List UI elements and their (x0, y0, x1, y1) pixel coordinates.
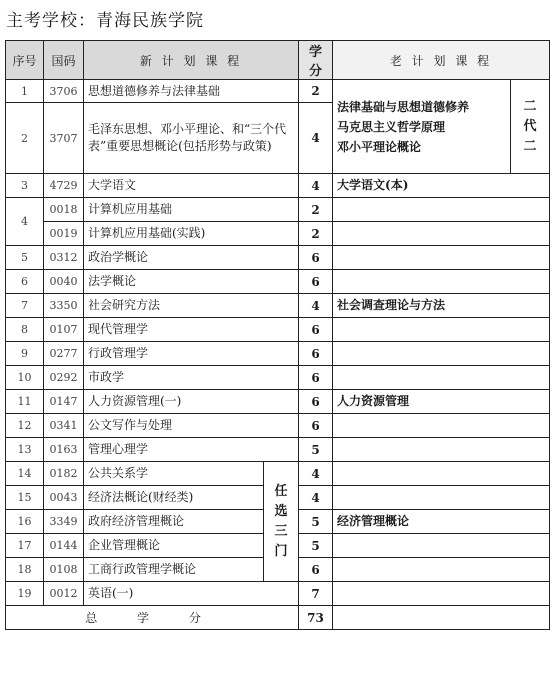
credit-cell: 5 (299, 534, 333, 558)
seq-cell: 15 (6, 486, 44, 510)
course-name-cell: 计算机应用基础(实践) (84, 222, 299, 246)
credit-cell: 5 (299, 510, 333, 534)
credit-cell: 5 (299, 438, 333, 462)
credit-cell: 2 (299, 198, 333, 222)
course-name-cell: 公共关系学 (84, 462, 264, 486)
page-caption: 主考学校：青海民族学院 (6, 11, 204, 31)
table-row (6, 390, 550, 414)
elective-note: 任选三门 (274, 483, 288, 559)
old-course-cell (333, 558, 550, 582)
seq-cell: 10 (6, 366, 44, 390)
header-old-plan: 老 计 划 课 程 (333, 41, 550, 80)
total-row (6, 606, 550, 630)
credit-cell: 6 (299, 342, 333, 366)
course-name-cell: 现代管理学 (84, 318, 299, 342)
credit-cell: 6 (299, 414, 333, 438)
old-side-note-cell (511, 80, 550, 174)
old-course-cell (333, 462, 550, 486)
course-name-cell: 行政管理学 (84, 342, 299, 366)
seq-cell: 16 (6, 510, 44, 534)
code-cell: 0107 (44, 318, 84, 342)
seq-cell: 3 (6, 174, 44, 198)
old-course-cell (333, 438, 550, 462)
old-course-cell (333, 534, 550, 558)
table-row (6, 462, 550, 486)
course-name-cell: 人力资源管理(一) (84, 390, 299, 414)
course-name-cell: 计算机应用基础 (84, 198, 299, 222)
credit-cell: 6 (299, 366, 333, 390)
code-cell: 0108 (44, 558, 84, 582)
seq-cell: 7 (6, 294, 44, 318)
old-course-cell (333, 198, 550, 222)
course-name-cell: 法学概论 (84, 270, 299, 294)
table-row (6, 342, 550, 366)
old-course-cell: 社会调查理论与方法 (333, 294, 550, 318)
seq-cell: 5 (6, 246, 44, 270)
code-cell: 0312 (44, 246, 84, 270)
credit-cell: 4 (299, 174, 333, 198)
credit-cell: 4 (299, 486, 333, 510)
code-cell: 3706 (44, 80, 84, 103)
table-row (6, 174, 550, 198)
header-credit: 学分 (299, 41, 333, 80)
code-cell: 0292 (44, 366, 84, 390)
old-course-cell: 人力资源管理 (333, 390, 550, 414)
old-course-cell (333, 342, 550, 366)
table-row (6, 80, 550, 103)
seq-cell: 11 (6, 390, 44, 414)
seq-cell: 6 (6, 270, 44, 294)
total-credit: 73 (299, 606, 333, 630)
table-row (6, 414, 550, 438)
old-course-cell: 大学语文(本) (333, 174, 550, 198)
seq-cell: 2 (6, 103, 44, 174)
code-cell: 3707 (44, 103, 84, 174)
old-course-cell (333, 366, 550, 390)
header-seq: 序号 (6, 41, 44, 80)
code-cell: 4729 (44, 174, 84, 198)
elective-note-cell (264, 462, 299, 582)
course-name-cell: 大学语文 (84, 174, 299, 198)
table-header-row (6, 41, 550, 80)
seq-cell: 17 (6, 534, 44, 558)
credit-cell: 6 (299, 246, 333, 270)
old-course-cell (333, 486, 550, 510)
header-new-plan: 新 计 划 课 程 (84, 41, 299, 80)
seq-cell: 4 (6, 198, 44, 246)
course-name-cell: 社会研究方法 (84, 294, 299, 318)
seq-cell: 14 (6, 462, 44, 486)
code-cell: 3349 (44, 510, 84, 534)
old-course-cell (333, 246, 550, 270)
credit-cell: 4 (299, 103, 333, 174)
old-course-cell: 经济管理概论 (333, 510, 550, 534)
old-course-line: 马克思主义哲学原理 (337, 119, 446, 134)
code-cell: 3350 (44, 294, 84, 318)
old-course-cell (333, 414, 550, 438)
course-name-cell: 企业管理概论 (84, 534, 264, 558)
credit-cell: 2 (299, 222, 333, 246)
course-table (5, 40, 550, 630)
seq-cell: 12 (6, 414, 44, 438)
table-row (6, 198, 550, 222)
course-name-cell: 公文写作与处理 (84, 414, 299, 438)
code-cell: 0147 (44, 390, 84, 414)
old-side-note: 二代二 (523, 98, 537, 154)
credit-cell: 2 (299, 80, 333, 103)
seq-cell: 9 (6, 342, 44, 366)
old-course-cell (333, 318, 550, 342)
table-row (6, 294, 550, 318)
total-old-cell (333, 606, 550, 630)
seq-cell: 13 (6, 438, 44, 462)
table-row (6, 366, 550, 390)
course-name-cell: 英语(一) (84, 582, 299, 606)
credit-cell: 4 (299, 294, 333, 318)
table-row (6, 222, 550, 246)
credit-cell: 6 (299, 558, 333, 582)
course-name-cell: 政府经济管理概论 (84, 510, 264, 534)
course-name-cell: 市政学 (84, 366, 299, 390)
course-name-cell: 管理心理学 (84, 438, 299, 462)
credit-cell: 7 (299, 582, 333, 606)
code-cell: 0012 (44, 582, 84, 606)
code-cell: 0040 (44, 270, 84, 294)
total-label: 总 学 分 (6, 606, 299, 630)
credit-cell: 6 (299, 270, 333, 294)
table-row (6, 270, 550, 294)
old-course-cell (333, 222, 550, 246)
course-name-cell: 经济法概论(财经类) (84, 486, 264, 510)
table-row (6, 318, 550, 342)
table-row (6, 582, 550, 606)
old-course-line: 法律基础与思想道德修养 (337, 99, 470, 114)
code-cell: 0018 (44, 198, 84, 222)
code-cell: 0019 (44, 222, 84, 246)
code-cell: 0144 (44, 534, 84, 558)
code-cell: 0182 (44, 462, 84, 486)
code-cell: 0277 (44, 342, 84, 366)
credit-cell: 6 (299, 390, 333, 414)
course-name-cell: 毛泽东思想、邓小平理论、和“三个代表”重要思想概论(包括形势与政策) (84, 103, 299, 174)
code-cell: 0043 (44, 486, 84, 510)
code-cell: 0341 (44, 414, 84, 438)
table-row (6, 246, 550, 270)
course-name-cell: 思想道德修养与法律基础 (84, 80, 299, 103)
seq-cell: 1 (6, 80, 44, 103)
seq-cell: 18 (6, 558, 44, 582)
credit-cell: 4 (299, 462, 333, 486)
old-course-line: 邓小平理论概论 (337, 139, 422, 154)
old-course-cell (333, 582, 550, 606)
course-name-cell: 政治学概论 (84, 246, 299, 270)
old-course-group-cell (333, 80, 511, 174)
seq-cell: 19 (6, 582, 44, 606)
course-name-cell: 工商行政管理学概论 (84, 558, 264, 582)
table-row (6, 438, 550, 462)
seq-cell: 8 (6, 318, 44, 342)
credit-cell: 6 (299, 318, 333, 342)
header-code: 国码 (44, 41, 84, 80)
code-cell: 0163 (44, 438, 84, 462)
old-course-cell (333, 270, 550, 294)
